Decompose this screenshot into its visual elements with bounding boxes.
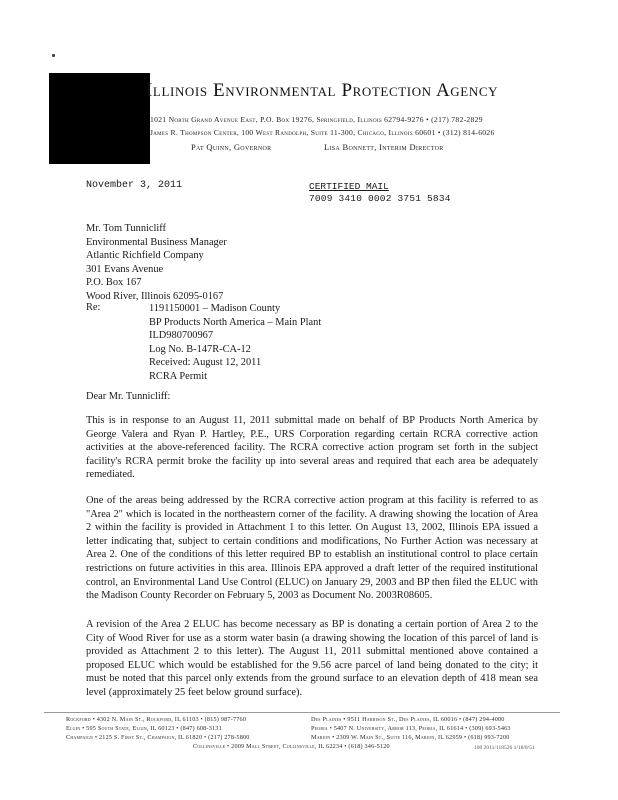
footer-office-collinsville: Collinsville • 2009 Mall Street, Collinsville, IL 62234 • (618) 346-5120 bbox=[193, 743, 390, 750]
scan-speck bbox=[52, 54, 55, 57]
salutation: Dear Mr. Tunnicliff: bbox=[86, 391, 171, 402]
re-line: Log No. B-147R-CA-12 bbox=[149, 343, 251, 355]
footer-office-peoria: Peoria • 5407 N. University, Arbor 113, Peoria, IL 61614 • (309) 693-5463 bbox=[311, 725, 511, 732]
footer-office-rockford: Rockford • 4302 N. Main St., Rockford, IL 61103 • (815) 987-7760 bbox=[66, 716, 247, 723]
letterhead-address-chicago: James R. Thompson Center, 100 West Randolph, Suite 11-300, Chicago, Illinois 60601 • (312) 814-6026 bbox=[150, 128, 495, 137]
footer-divider bbox=[44, 712, 560, 713]
body-paragraph-3: A revision of the Area 2 ELUC has become necessary as BP is donating a certain portion of Area 2 to the City of Wood River for use as a storm water basin (a drawing showing the location of this parcel of land is provided as Attachment 2 to this letter). The August 11, 2011 submittal mentioned above contained a proposed ELUC which would be established for the 9.56 acre parcel of land being donated to the city; it must be noted that this parcel only extends from the ground surface to an elevation depth of 418 mean sea level (approximately 25 feet below ground surface). bbox=[86, 619, 538, 698]
re-line: 1191150001 – Madison County bbox=[149, 303, 281, 314]
recipient-address bbox=[86, 222, 227, 304]
certified-mail-number: 7009 3410 0002 3751 5834 bbox=[309, 193, 451, 204]
recipient-line: Mr. Tom Tunnicliff bbox=[86, 223, 167, 234]
re-subject-block bbox=[149, 302, 321, 384]
re-line: BP Products North America – Main Plant bbox=[149, 316, 322, 328]
letterhead-address-springfield: 1021 North Grand Avenue East, P.O. Box 19276, Springfield, Illinois 62794-9276 • (217) 782-2829 bbox=[150, 115, 483, 124]
recipient-line: Environmental Business Manager bbox=[86, 236, 227, 248]
agency-name: Illinois Environmental Protection Agency bbox=[146, 80, 499, 101]
governor-name: Pat Quinn, Governor bbox=[191, 142, 272, 152]
re-line: Received: August 12, 2011 bbox=[149, 357, 262, 369]
director-name: Lisa Bonnett, Interim Director bbox=[324, 142, 444, 152]
body-paragraph-1: This is in response to an August 11, 2011 submittal made on behalf of BP Products North America by George Valera and Ryan P. Hartley, P.E., URS Corporation regarding certain RCRA corrective action activities at the above-referenced facility. The RCRA corrective action program set forth in the subject facility's RCRA permit broke the facility up into several areas and required that each area be adequately remediated. bbox=[86, 415, 538, 481]
footer-office-marion: Marion • 2309 W. Main St., Suite 116, Marion, IL 62959 • (618) 993-7200 bbox=[311, 734, 510, 741]
re-line: RCRA Permit bbox=[149, 370, 208, 382]
re-line: ILD980700967 bbox=[149, 330, 214, 342]
footer-office-elgin: Elgin • 595 South State, Elgin, IL 60123 • (847) 608-3131 bbox=[66, 725, 222, 732]
certified-mail-label: CERTIFIED MAIL bbox=[309, 181, 389, 192]
footer-office-champaign: Champaign • 2125 S. First St., Champaign, IL 61820 • (217) 278-5800 bbox=[66, 734, 250, 741]
footer-office-des-plaines: Des Plaines • 9511 Harrison St., Des Plaines, IL 60016 • (847) 294-4000 bbox=[311, 716, 505, 723]
re-label: Re: bbox=[86, 302, 101, 313]
redacted-logo-block bbox=[49, 73, 150, 164]
recipient-line: Atlantic Richfield Company bbox=[86, 250, 204, 262]
recipient-line: Wood River, Illinois 62095-0167 bbox=[86, 290, 224, 302]
letter-date: November 3, 2011 bbox=[86, 180, 183, 191]
body-paragraph-2: One of the areas being addressed by the RCRA corrective action program at this facility is referred to as "Area 2" which is located in the northeastern corner of the facility. A drawing showing the location of Area 2 within the facility is provided in Attachment 1 to this letter. On August 13, 2002, Illinois EPA issued a letter indicating that, subject to certain conditions and modifications, No Further Action was necessary at Area 2. One of the conditions of this letter required BP to establish an institutional control to place certain restrictions on future activities in this area. Illinois EPA approved a draft letter of the required institutional control, an Environmental Land Use Control (ELUC) on January 29, 2003 and BP then filed the ELUC with the Madison County Recorder on February 5, 2003 as Document No. 2003R08605. bbox=[86, 495, 538, 602]
document-code: 100 2011/118526 1/18/8/51 bbox=[474, 745, 535, 751]
recipient-line: 301 Evans Avenue bbox=[86, 263, 164, 275]
recipient-line: P.O. Box 167 bbox=[86, 277, 142, 289]
